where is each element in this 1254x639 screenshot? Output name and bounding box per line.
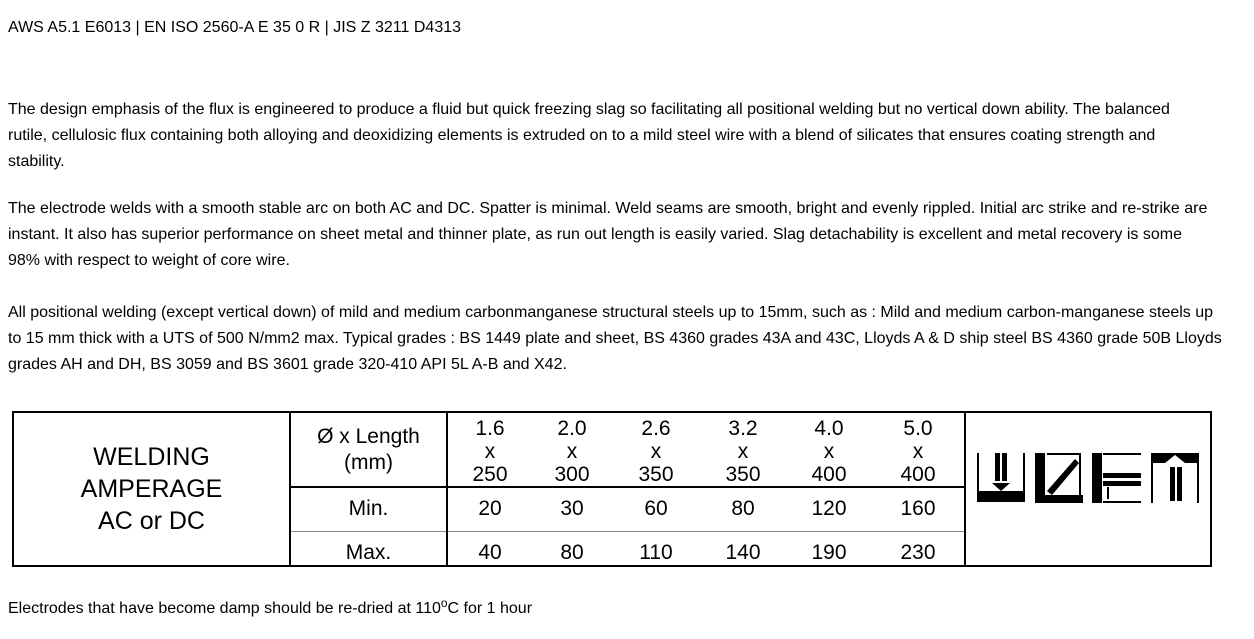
welding-position-icons xyxy=(975,453,1201,509)
min-value: 160 xyxy=(872,487,965,531)
size-cell: 3.2 x 350 xyxy=(700,412,786,487)
min-label: Min. xyxy=(290,487,447,531)
size-header-line: Ø x Length xyxy=(317,424,420,448)
size-cell: 2.6 x 350 xyxy=(612,412,700,487)
min-value: 30 xyxy=(560,497,584,521)
size-cell: 5.0 x 400 xyxy=(872,412,965,487)
max-value: 110 xyxy=(612,531,700,566)
table-title-line: AC or DC xyxy=(98,507,205,535)
degree-symbol: o xyxy=(440,596,448,610)
performance-paragraph: The electrode welds with a smooth stable arc on both AC and DC. Spatter is minimal. Weld seams are smooth, bright and evenly rippled. Initial arc strike and re-strike are instant. It also has superior performance on sheet metal and thinner plate, as run out length is easily varied. Slag detachability is excellent and metal recovery is some 98% with respect to weight of core wire. xyxy=(8,200,1208,269)
description-paragraph: The design emphasis of the flux is engineered to produce a fluid but quick freezing slag so facilitating all positional welding but no vertical down ability. The balanced rutile, cellulosic flux containing both alloying and deoxidizing elements is extruded on to a mild steel wire with a blend of silicates that ensures coating strength and stability. xyxy=(8,101,1170,170)
applications-paragraph: All positional welding (except vertical down) of mild and medium carbonmanganese structural steels up to 15mm, such as : Mild and medium carbon-manganese steels up to 15 mm thick with a UTS of 500 N/mm2 max. Typical grades : BS 1449 plate and sheet, BS 4360 grades 43A and 43C, Lloyds A & D ship steel BS 4360 grade 50B Lloyds grades AH and DH, BS 3059 and BS 3601 grade 320-410 API 5L A-B and X42. xyxy=(8,304,1222,373)
welding-amperage-table xyxy=(12,411,1212,567)
table-title-line: WELDING xyxy=(93,443,210,471)
standard-classification: AWS A5.1 E6013 | EN ISO 2560-A E 35 0 R | JIS Z 3211 D4313 xyxy=(8,19,462,36)
min-value: 80 xyxy=(731,497,755,521)
max-value: 80 xyxy=(532,531,612,566)
redrying-note-unit: C for 1 hour xyxy=(447,600,533,617)
max-value: 190 xyxy=(786,531,872,566)
min-value: 20 xyxy=(478,497,502,521)
max-value: 40 xyxy=(447,531,532,566)
min-value: 120 xyxy=(811,497,847,521)
table-title-line: AMPERAGE xyxy=(80,475,223,503)
welding-amperage-label xyxy=(13,412,290,566)
redrying-note xyxy=(8,590,532,622)
horizontal-position-icon xyxy=(1092,453,1141,503)
max-label: Max. xyxy=(290,531,447,566)
size-cell: 4.0 x 400 xyxy=(786,412,872,487)
size-cell: 2.0 x 300 xyxy=(532,412,612,487)
welding-positions xyxy=(965,412,1211,566)
max-value: 140 xyxy=(700,531,786,566)
max-value: 230 xyxy=(872,531,965,566)
size-header xyxy=(290,412,447,487)
flat-position-icon xyxy=(977,453,1025,502)
size-cell: 1.6 x 250 xyxy=(447,412,532,487)
size-header-line: (mm) xyxy=(344,450,393,474)
redrying-note-text: Electrodes that have become damp should be re-dried at 110 xyxy=(8,600,441,617)
min-value: 60 xyxy=(644,497,668,521)
horizontal-vertical-position-icon xyxy=(1035,453,1083,503)
overhead-position-icon xyxy=(1151,453,1199,503)
